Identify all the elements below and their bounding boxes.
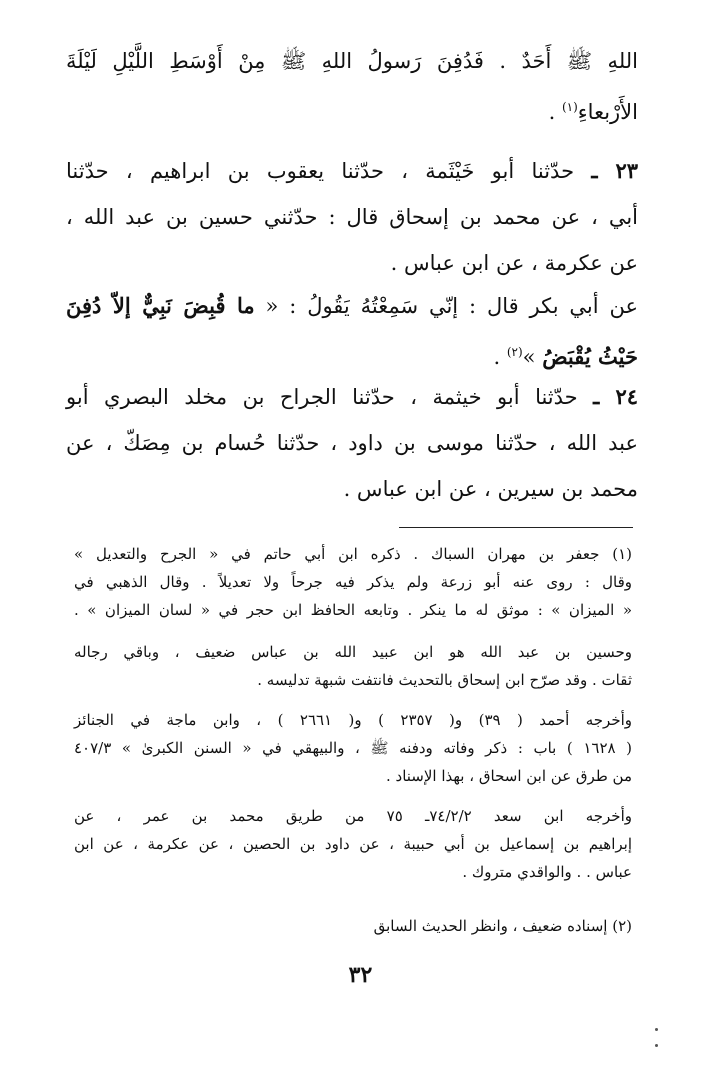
text-line: اللهِ ﷺ أَحَدٌ . فَدُفِنَ رَسولُ اللهِ ﷺ مِنْ أَوْسَطِ اللَّيْلِ لَيْلَةَ <box>66 49 638 73</box>
hadith-number: ٢٤ ـ <box>593 384 638 409</box>
scan-speck <box>655 1028 658 1031</box>
footnote-ref-1[interactable]: (١) <box>561 100 578 114</box>
text-line: عن عكرمة ، عن ابن عباس . <box>390 251 638 275</box>
text-fragment: » <box>522 345 543 369</box>
quote-text: ما قُبِضَ نَبِيٌّ إلاّ دُفِنَ <box>66 293 255 318</box>
text-line <box>66 84 638 135</box>
scan-speck <box>655 1044 658 1047</box>
text-line <box>66 329 638 380</box>
hadith-number: ٢٣ ـ <box>591 158 639 183</box>
hadith-24 <box>66 374 638 512</box>
footnote-2 <box>74 912 632 940</box>
text-line: محمد بن سيرين ، عن ابن عباس . <box>343 477 638 501</box>
footnote-line: وقال : روى عنه أبو زرعة ولم يذكر فيه جرحاً ولا تعديلاً . وقال الذهبي في <box>74 573 633 591</box>
footnote-1-cont <box>74 638 632 694</box>
text-line: أبي ، عن محمد بن إسحاق قال : حدّثني حسين بن عبد الله ، <box>66 205 638 229</box>
footnote-line: وحسين بن عبد الله هو ابن عبيد الله بن عباس ضعيف ، وباقي رجاله <box>74 643 632 661</box>
footnote-1-sources <box>74 706 632 790</box>
footnote-line: وأخرجه ابن سعد ٧٤/٢/٢ـ ٧٥ من طريق محمد بن عمر ، عن <box>74 807 632 825</box>
text-fragment: حدّثنا أبو خَيْثَمة ، حدّثنا يعقوب بن ابراهيم ، حدّثنا <box>66 159 592 183</box>
hadith-23 <box>66 148 638 286</box>
text-line <box>66 148 638 194</box>
text-fragment: . <box>493 345 507 369</box>
footnote-line: عباس . . والواقدي متروك . <box>462 863 632 881</box>
footnote-line: (٢) إسناده ضعيف ، وانظر الحديث السابق <box>373 917 632 935</box>
footnote-line: وأخرجه أحمد ( ٣٩) و( ٢٣٥٧ ) و( ٢٦٦١ ) ، وابن ماجة في الجنائز <box>74 711 632 729</box>
text-fragment: . <box>548 100 562 124</box>
narration-paragraph <box>66 283 638 380</box>
text-line <box>66 283 638 329</box>
page-number: ٣٢ <box>348 962 373 988</box>
footnote-line: من طرق عن ابن اسحاق ، بهذا الإسناد . <box>385 767 632 785</box>
footnote-line: ( ١٦٢٨ ) باب : ذكر وفاته ودفنه ﷺ ، والبيهقي في « السنن الكبرىٰ » ٤٠٧/٣ <box>74 739 632 757</box>
footnote-line: « الميزان » : موثق له ما ينكر . وتابعه الحافظ ابن حجر في « لسان الميزان » . <box>74 601 632 619</box>
text-fragment: عن أبي بكر قال : إنّي سَمِعْتُهُ يَقُولُ : « <box>254 294 638 318</box>
quote-text: حَيْثُ يُقْبَضُ <box>542 344 638 369</box>
footnote-line: إبراهيم بن إسماعيل بن أبي حبيبة ، عن داود بن الحصين ، عن عكرمة ، عن ابن <box>74 835 632 853</box>
text-fragment: حدّثنا أبو خيثمة ، حدّثنا الجراح بن مخلد البصري أبو <box>66 385 594 409</box>
paragraph-1 <box>66 38 638 135</box>
footnote-line: ثقات . وقد صرّح ابن إسحاق بالتحديث فانتفت شبهة تدليسه . <box>257 671 632 689</box>
footnote-1-ibn-saad <box>74 802 632 886</box>
text-line: عبد الله ، حدّثنا موسى بن داود ، حدّثنا حُسام بن مِصَكّ ، عن <box>66 431 638 455</box>
footnote-ref-2[interactable]: (٢) <box>506 345 523 359</box>
footnote-divider <box>399 527 633 528</box>
text-line <box>66 374 638 420</box>
footnote-1 <box>74 540 632 624</box>
text-fragment: الأَرْبعاءِ <box>577 100 638 124</box>
footnote-line: (١) جعفر بن مهران السباك . ذكره ابن أبي حاتم في « الجرح والتعديل » <box>74 545 632 563</box>
